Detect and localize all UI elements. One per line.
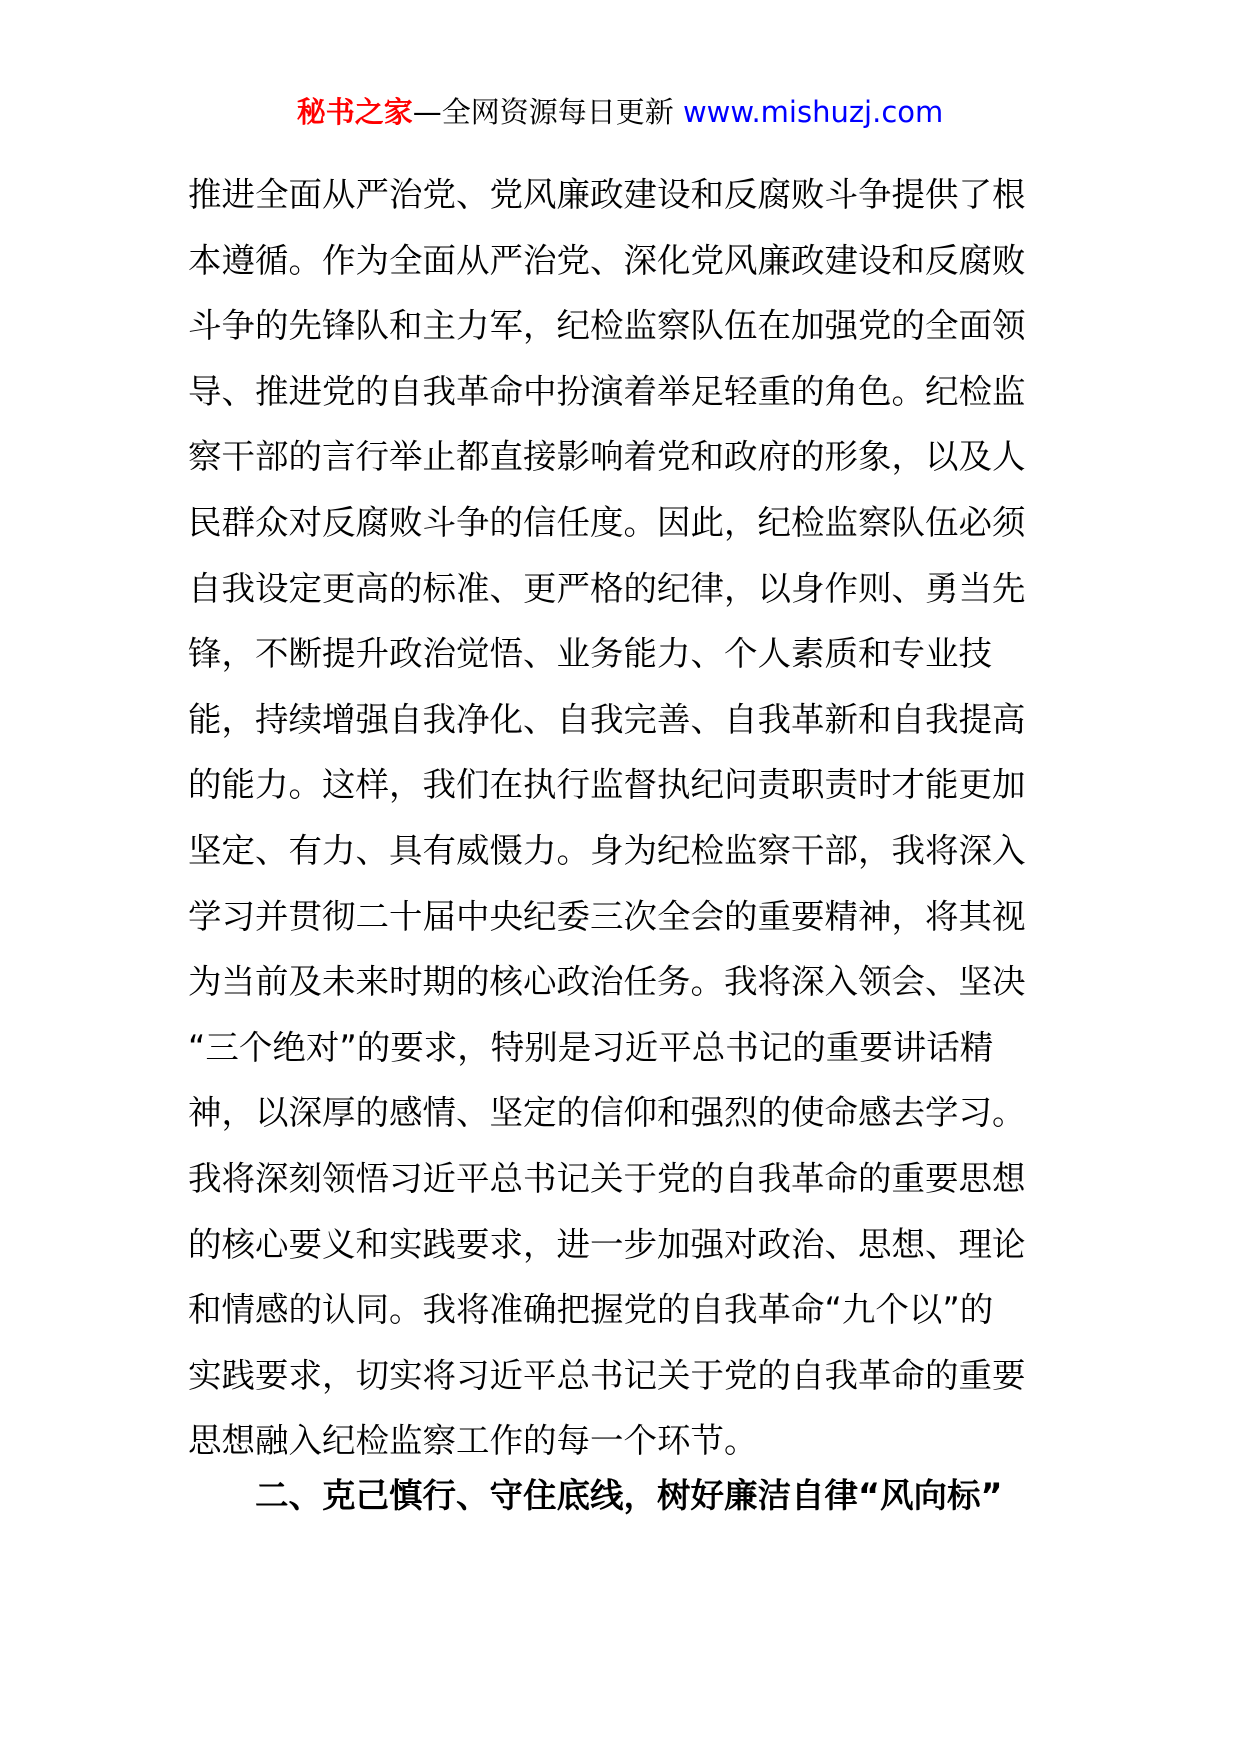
section-heading: 二、克己慎行、守住底线，树好廉洁自律“风向标” (255, 1476, 1003, 1515)
site-url-link[interactable]: www.mishuzj.com (682, 95, 944, 129)
body-line: 神，以深厚的感情、坚定的信仰和强烈的使命感去学习。 (188, 1093, 1026, 1133)
site-slogan: —全网资源每日更新 (412, 95, 683, 129)
body-line: 推进全面从严治党、党风廉政建设和反腐败斗争提供了根 (188, 175, 1026, 214)
site-header (0, 92, 1240, 132)
body-line: 为当前及未来时期的核心政治任务。我将深入领会、坚决 (188, 962, 1026, 1002)
body-line: 民群众对反腐败斗争的信任度。因此，纪检监察队伍必须 (188, 502, 1026, 542)
body-line: 我将深刻领悟习近平总书记关于党的自我革命的重要思想 (188, 1158, 1026, 1198)
body-line: 察干部的言行举止都直接影响着党和政府的形象，以及人 (188, 437, 1026, 477)
body-line: “三个绝对”的要求，特别是习近平总书记的重要讲话精 (188, 1027, 994, 1067)
body-line: 自我设定更高的标准、更严格的纪律，以身作则、勇当先 (188, 568, 1026, 608)
body-line: 能，持续增强自我净化、自我完善、自我革新和自我提高 (188, 699, 1026, 739)
body-line: 实践要求，切实将习近平总书记关于党的自我革命的重要 (188, 1355, 1026, 1395)
body-text (188, 162, 1048, 1474)
body-line: 锋，不断提升政治觉悟、业务能力、个人素质和专业技 (188, 634, 992, 674)
body-line: 坚定、有力、具有威慑力。身为纪检监察干部，我将深入 (188, 830, 1026, 870)
body-line: 学习并贯彻二十届中央纪委三次全会的重要精神，将其视 (188, 896, 1026, 936)
site-brand: 秘书之家 (296, 95, 413, 129)
body-line: 本遵循。作为全面从严治党、深化党风廉政建设和反腐败 (188, 240, 1026, 280)
body-line: 和情感的认同。我将准确把握党的自我革命“九个以”的 (188, 1290, 994, 1330)
body-line: 导、推进党的自我革命中扮演着举足轻重的角色。纪检监 (188, 371, 1026, 411)
body-line: 思想融入纪检监察工作的每一个环节。 (188, 1421, 758, 1461)
body-line: 的核心要义和实践要求，进一步加强对政治、思想、理论 (188, 1224, 1026, 1264)
body-line: 的能力。这样，我们在执行监督执纪问责职责时才能更加 (188, 765, 1026, 805)
body-line: 斗争的先锋队和主力军，纪检监察队伍在加强党的全面领 (188, 306, 1026, 346)
